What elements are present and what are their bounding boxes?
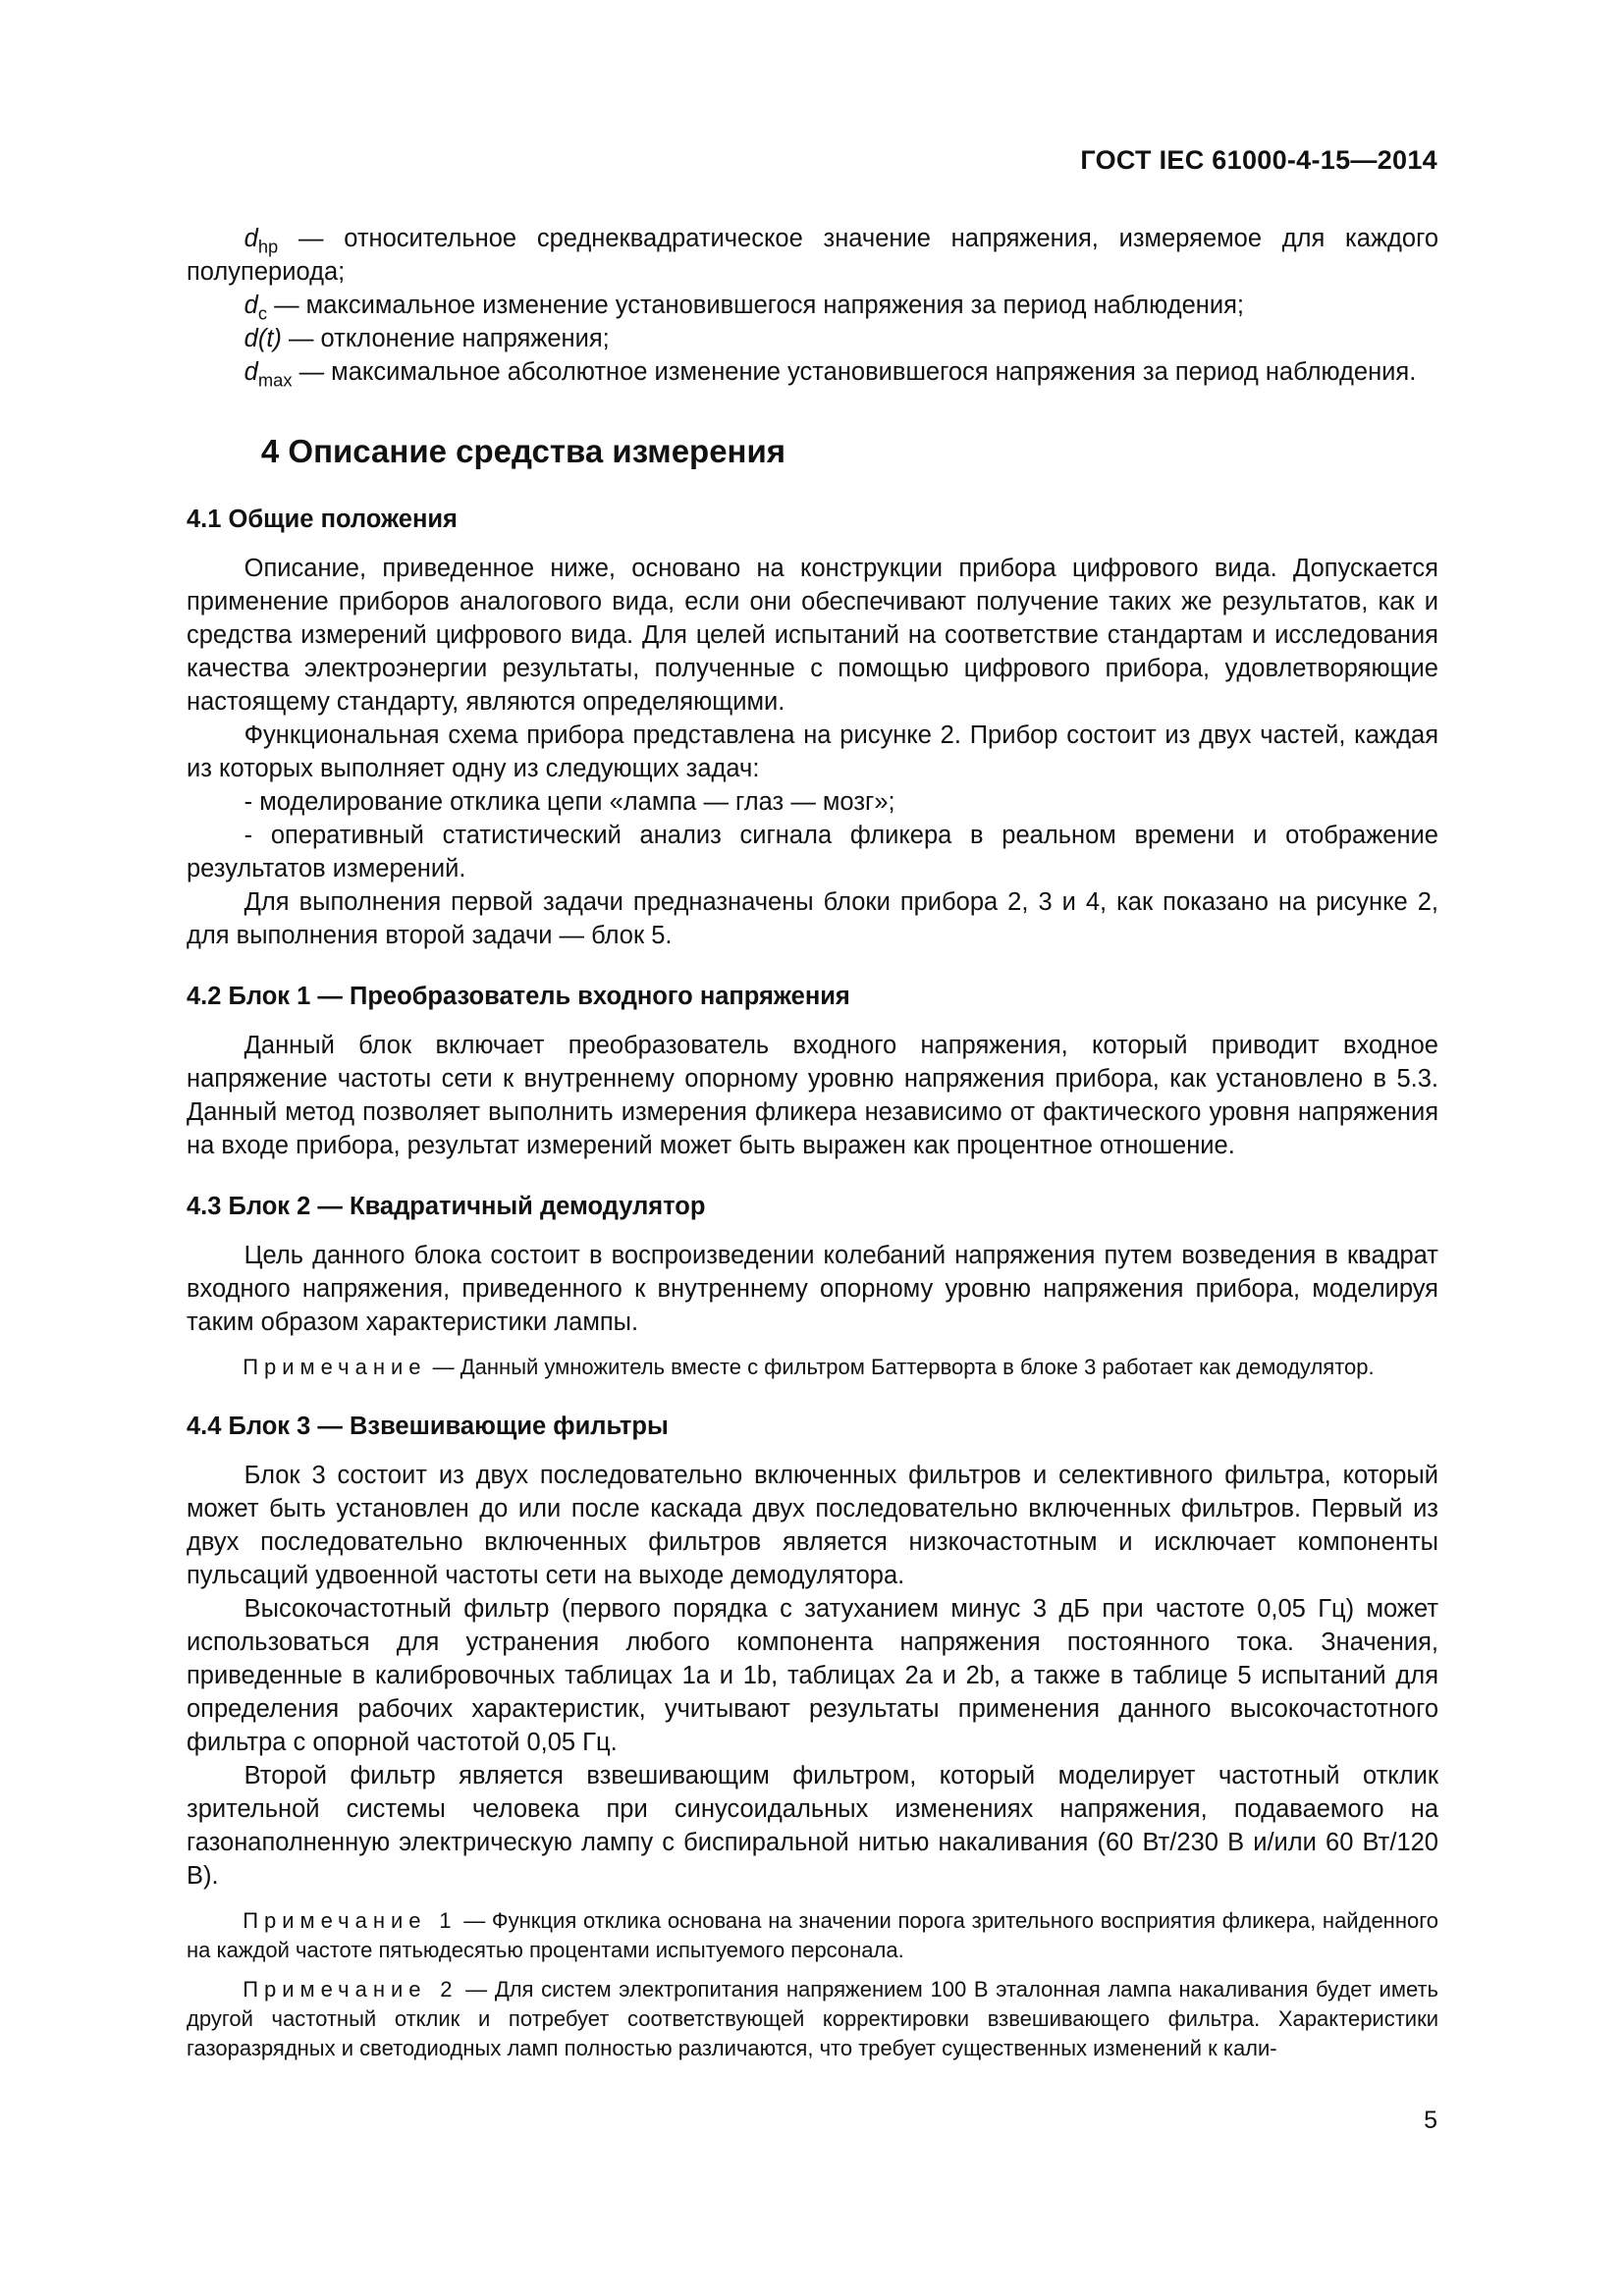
note-text: — Данный умножитель вместе с фильтром Баттерворта в блоке 3 работает как демодулятор. [426, 1355, 1375, 1379]
definition-text: — максимальное изменение установившегося напряжения за период наблюдения; [267, 292, 1244, 319]
page-content [187, 222, 1438, 2063]
section-4-2-title: 4.2 Блок 1 — Преобразователь входного напряжения [187, 983, 850, 1010]
definition-dhp [187, 222, 1438, 289]
list-item: - оперативный статистический анализ сигнала фликера в реальном времени и отображение результатов измерений. [187, 822, 1438, 882]
note-text: — Функция отклика основана на значении порога зрительного восприятия фликера, найденного на каждой частоте пятьюдесятью процентами испытуемого персонала. [187, 1908, 1438, 1962]
note-2 [187, 1975, 1438, 2063]
paragraph: Цель данного блока состоит в воспроизведении колебаний напряжения путем возведения в квадрат входного напряжения, приведенного к внутреннему опорному уровню напряжения прибора, моделируя таким образом характеристики лампы. [187, 1242, 1438, 1336]
section-4-3-title: 4.3 Блок 2 — Квадратичный демодулятор [187, 1193, 706, 1220]
symbol: d [244, 358, 258, 386]
definition-dc [187, 289, 1438, 322]
note-text: — Для систем электропитания напряжением 100 В эталонная лампа накаливания будет иметь другой частотный отклик и потребует соответствующей корректировки взвешивающего фильтра. Характеристики газоразрядных и светодиодных ламп полностью различаются, что требует существенных изменений к кали- [187, 1977, 1438, 2060]
symbol: d [244, 292, 258, 319]
note [187, 1353, 1438, 1382]
definition-dmax [187, 355, 1438, 389]
document-header: ГОСТ IEC 61000-4-15—2014 [1080, 145, 1437, 175]
definition-text: — относительное среднеквадратическое значение напряжения, измеряемое для каждого полупериода; [187, 225, 1438, 286]
definition-text: — отклонение напряжения; [281, 325, 610, 352]
subscript: hp [257, 236, 279, 257]
subscript: c [257, 302, 268, 324]
section-4-1-title: 4.1 Общие положения [187, 506, 458, 533]
paragraph: Для выполнения первой задачи предназначены блоки прибора 2, 3 и 4, как показано на рисунке 2, для выполнения второй задачи — блок 5. [187, 888, 1438, 949]
note-1 [187, 1906, 1438, 1965]
definition-dt [187, 322, 1438, 355]
note-label: Примечание 1 [243, 1908, 458, 1933]
page-number: 5 [1424, 2107, 1437, 2134]
list-item: - моделирование отклика цепи «лампа — глаз — мозг»; [244, 788, 895, 816]
paragraph: Описание, приведенное ниже, основано на конструкции прибора цифрового вида. Допускается применение приборов аналогового вида, если они обеспечивают получение таких же результатов, как и средства измерений цифрового вида. Для целей испытаний на соответствие стандартам и исследования качества электроэнергии результаты, полученные с помощью цифрового прибора, удовлетворяющие настоящему стандарту, являются определяющими. [187, 555, 1438, 716]
section-4-4-title: 4.4 Блок 3 — Взвешивающие фильтры [187, 1413, 669, 1440]
note-label: Примечание 2 [243, 1977, 459, 2002]
symbol: d(t) [244, 325, 282, 352]
paragraph: Блок 3 состоит из двух последовательно включенных фильтров и селективного фильтра, который может быть установлен до или после каскада двух последовательно включенных фильтров. Первый из двух последовательно включенных фильтров является низкочастотным и исключает компоненты пульсаций удвоенной частоты сети на выходе демодулятора. [187, 1462, 1438, 1589]
subscript: max [257, 369, 293, 391]
symbol: d [244, 225, 258, 252]
paragraph: Высокочастотный фильтр (первого порядка с затуханием минус 3 дБ при частоте 0,05 Гц) может использоваться для устранения любого компонента напряжения постоянного тока. Значения, приведенные в калибровочных таблицах 1a и 1b, таблицах 2a и 2b, а также в таблице 5 испытаний для определения рабочих характеристик, учитывают результаты применения данного высокочастотного фильтра с опорной частотой 0,05 Гц. [187, 1595, 1438, 1756]
paragraph: Функциональная схема прибора представлена на рисунке 2. Прибор состоит из двух частей, каждая из которых выполняет одну из следующих задач: [187, 721, 1438, 782]
section-4-title: 4 Описание средства измерения [260, 433, 786, 469]
paragraph: Второй фильтр является взвешивающим фильтром, который моделирует частотный отклик зрительной системы человека при синусоидальных изменениях напряжения, подаваемого на газонаполненную электрическую лампу с биспиральной нитью накаливания (60 Вт/230 В и/или 60 Вт/120 В). [187, 1762, 1438, 1890]
definitions-list [187, 222, 1438, 389]
paragraph: Данный блок включает преобразователь входного напряжения, который приводит входное напряжение частоты сети к внутреннему опорному уровню напряжения прибора, как установлено в 5.3. Данный метод позволяет выполнить измерения фликера независимо от фактического уровня напряжения на входе прибора, результат измерений может быть выражен как процентное отношение. [187, 1032, 1438, 1159]
note-label: Примечание [243, 1355, 427, 1379]
definition-text: — максимальное абсолютное изменение установившегося напряжения за период наблюдения. [292, 358, 1417, 386]
